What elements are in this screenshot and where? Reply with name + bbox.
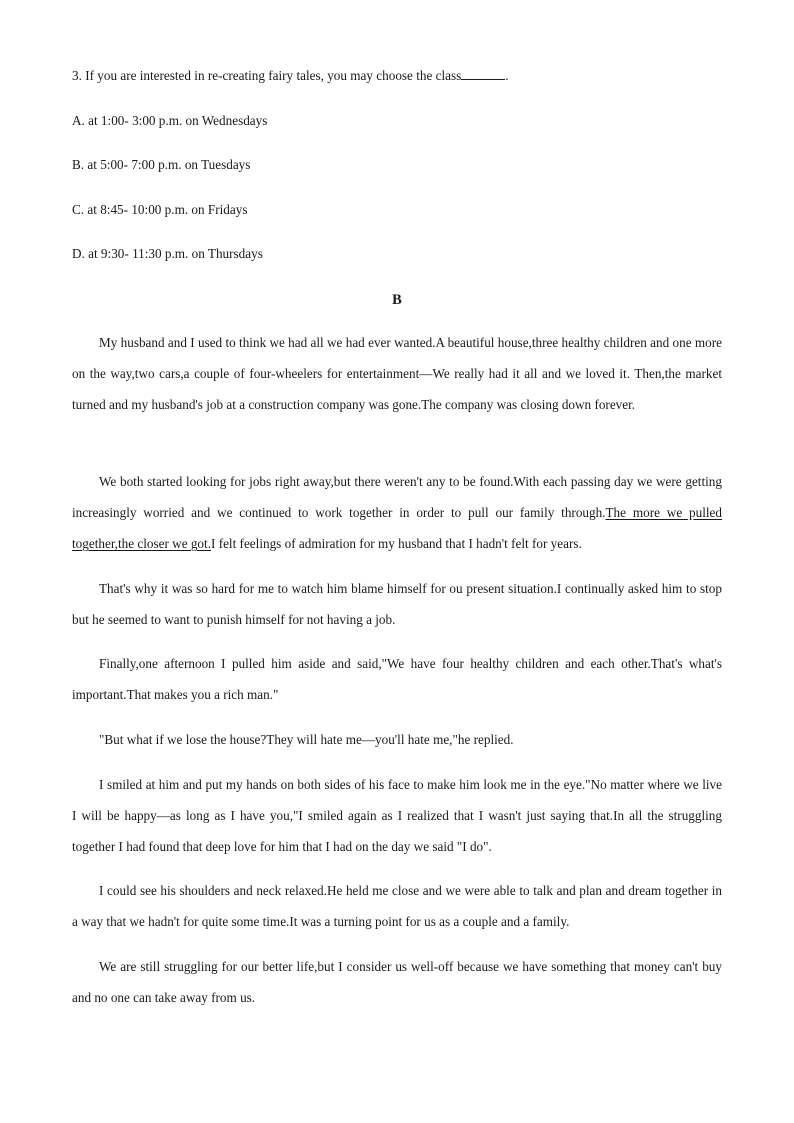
passage-title: B (392, 292, 402, 308)
question-stem-text: 3. If you are interested in re-creating fairy tales, you may choose the class (72, 68, 462, 83)
paragraph-2-text-a: We both started looking for jobs right away,but there weren't any to be found.With each passing day we were getting increasingly worried and we continued to work together in order to pull our family through. (72, 474, 722, 520)
paragraph-1: My husband and I used to think we had all we had ever wanted.A beautiful house,three healthy children and one more on the way,two cars,a couple of four-wheelers for entertainment—We really had it all and we loved it. Then,the market turned and my husband's job at a construction company was gone.The company was closing down forever. (72, 335, 722, 412)
paragraph-3: That's why it was so hard for me to watch him blame himself for ou present situation.I continually asked him to stop but he seemed to want to punish himself for not having a job. (72, 581, 722, 627)
option-a: A. at 1:00- 3:00 p.m. on Wednesdays (72, 113, 268, 128)
paragraph-7: I could see his shoulders and neck relaxed.He held me close and we were able to talk and plan and dream together in a way that we hadn't for quite some time.It was a turning point for us as a couple and a family. (72, 883, 722, 929)
paragraph-8: We are still struggling for our better life,but I consider us well-off because we have something that money can't buy and no one can take away from us. (72, 959, 722, 1005)
question-stem (72, 68, 509, 84)
option-b: B. at 5:00- 7:00 p.m. on Tuesdays (72, 157, 251, 172)
paragraph-2 (72, 466, 722, 559)
option-d: D. at 9:30- 11:30 p.m. on Thursdays (72, 246, 263, 261)
paragraph-2-text-b: I felt feelings of admiration for my husband that I hadn't felt for years. (211, 536, 582, 551)
paragraph-6: I smiled at him and put my hands on both sides of his face to make him look me in the eye."No matter where we live I will be happy—as long as I have you,"I smiled again as I realized that I wasn't just saying that.In all the struggling together I had found that deep love for him that I had on the day we said "I do". (72, 777, 722, 854)
paragraph-4: Finally,one afternoon I pulled him aside and said,"We have four healthy children and each other.That's what's important.That makes you a rich man." (72, 656, 722, 702)
paragraph-5: "But what if we lose the house?They will hate me—you'll hate me,"he replied. (99, 732, 514, 747)
answer-blank (461, 68, 505, 80)
question-stem-end: . (505, 68, 509, 83)
option-c: C. at 8:45- 10:00 p.m. on Fridays (72, 202, 248, 217)
underlined-sentence: The more we pulled together,the closer we got. (72, 505, 722, 551)
